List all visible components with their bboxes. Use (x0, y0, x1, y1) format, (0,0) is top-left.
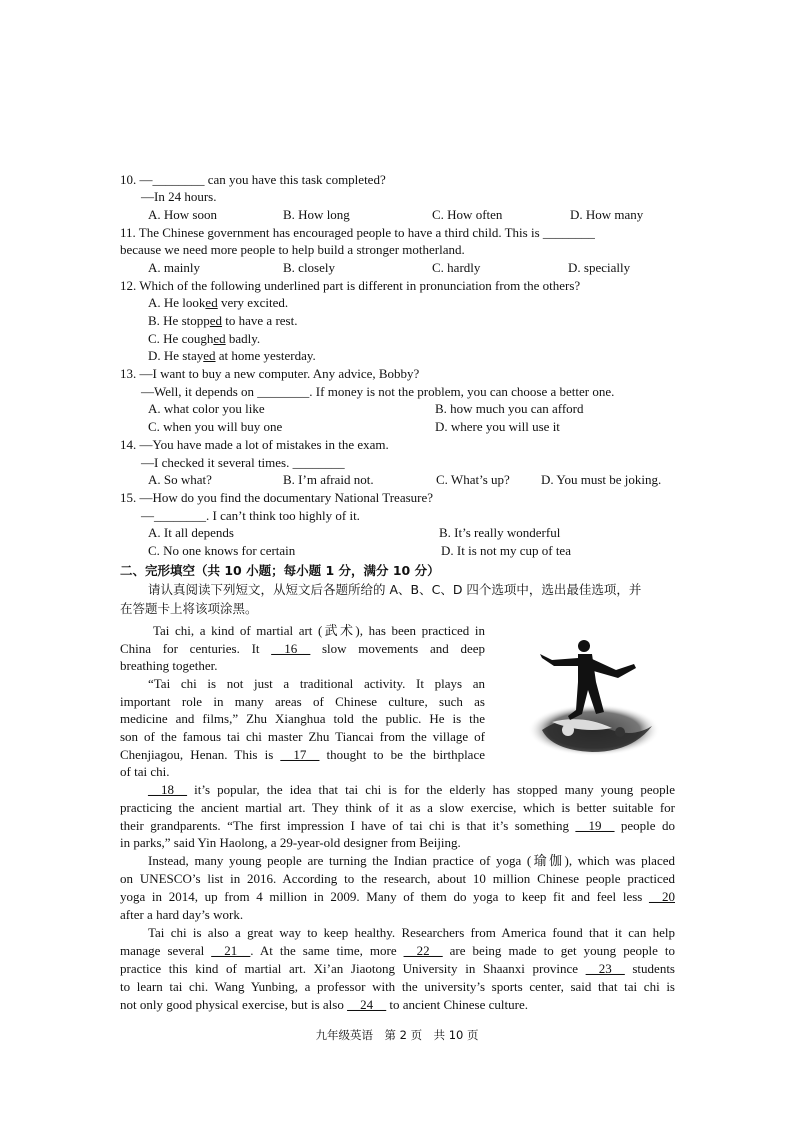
q11-option-a: A. mainly (148, 260, 200, 275)
q15-stem: 15. —How do you find the documentary National Treasure? (120, 490, 434, 505)
passage-p1-line3: breathing together. (120, 658, 218, 673)
q13-option-c: C. when you will buy one (148, 419, 283, 434)
q14-reply: —I checked it several times. ________ (141, 455, 345, 470)
passage-p5-line3: practice this kind of martial art. Xi’an Jiaotong University in Shaanxi province __23__ students (120, 961, 675, 976)
passage-p1-line2: China for centuries. It __16__ slow movements and deep (120, 641, 485, 656)
passage-p3-line3: their grandparents. “The first impression I have of tai chi is that it’s something __19__ people do (120, 818, 676, 833)
q15-reply: —________. I can’t think too highly of it. (141, 508, 360, 523)
passage-p3-line1: __18__ it’s popular, the idea that tai chi is for the elderly has stopped many young people (148, 782, 675, 797)
blank-19: __19__ (575, 818, 615, 833)
blank-18: __18__ (148, 782, 187, 797)
q14-option-c: C. What’s up? (436, 472, 510, 487)
passage-p4-line2: on UNESCO’s list in 2016. According to the research, about 10 million Chinese people practiced (120, 871, 675, 886)
passage-p1-line1: Tai chi, a kind of martial art (武术), has been practiced in (153, 623, 485, 638)
tai-chi-illustration-icon (512, 630, 672, 760)
q10-stem: 10. —________ can you have this task completed? (120, 172, 386, 187)
blank-17: __17__ (280, 747, 320, 762)
q14-stem: 14. —You have made a lot of mistakes in the exam. (120, 437, 389, 452)
q14-option-d: D. You must be joking. (541, 472, 662, 487)
passage-p2-line4: son of the famous tai chi master Zhu Tiancai from the village of (120, 729, 485, 744)
passage-p4-line3: yoga in 2014, up from 4 million in 2009. Many of them do yoga to keep fit and feel less __20 (120, 889, 675, 904)
q13-option-d: D. where you will use it (435, 419, 560, 434)
blank-23: __23__ (585, 961, 625, 976)
section2-instruction-2: 在答题卡上将该项涂黑。 (120, 601, 258, 616)
q15-option-b: B. It’s really wonderful (439, 525, 561, 540)
passage-p5-line1: Tai chi is also a great way to keep healthy. Researchers from America found that it can help (148, 925, 675, 940)
passage-p4-line1: Instead, many young people are turning the Indian practice of yoga (瑜伽), which was placed (148, 853, 675, 868)
q12-option-c: C. He coughed badly. (148, 331, 261, 346)
q10-option-a: A. How soon (148, 207, 217, 222)
q15-option-d: D. It is not my cup of tea (441, 543, 571, 558)
q10-option-b: B. How long (283, 207, 350, 222)
q10-reply: —In 24 hours. (141, 189, 217, 204)
q11-stem-cont: because we need more people to help build a stronger motherland. (120, 242, 465, 257)
passage-p2-line6: of tai chi. (120, 764, 170, 779)
passage-p2-line5: Chenjiagou, Henan. This is __17__ thought to be the birthplace (120, 747, 485, 762)
passage-p5-line4: to learn tai chi. Wang Yunbing, a professor with the university’s sports center, said that tai chi is (120, 979, 675, 994)
blank-21: __21__ (211, 943, 251, 958)
q11-stem: 11. The Chinese government has encouraged people to have a third child. This is ________ (120, 225, 595, 240)
q12-option-b: B. He stopped to have a rest. (148, 313, 298, 328)
q13-option-a: A. what color you like (148, 401, 265, 416)
q15-option-a: A. It all depends (148, 525, 234, 540)
q10-option-d: D. How many (570, 207, 644, 222)
q13-stem: 13. —I want to buy a new computer. Any advice, Bobby? (120, 366, 420, 381)
q10-option-c: C. How often (432, 207, 503, 222)
passage-p5-line5: not only good physical exercise, but is also __24__ to ancient Chinese culture. (120, 997, 528, 1012)
q12-option-d: D. He stayed at home yesterday. (148, 348, 316, 363)
section2-title: 二、完形填空（共 10 小题；每小题 1 分，满分 10 分） (120, 563, 440, 578)
q15-option-c: C. No one knows for certain (148, 543, 296, 558)
blank-16: __16__ (271, 641, 311, 656)
q14-option-b: B. I’m afraid not. (283, 472, 374, 487)
passage-p3-line4: in parks,” said Yin Haolong, a 29-year-old designer from Beijing. (120, 835, 461, 850)
passage-p2-line1: “Tai chi is not just a traditional activity. It plays an (148, 676, 485, 691)
blank-22: __22__ (403, 943, 443, 958)
q11-option-d: D. specially (568, 260, 631, 275)
q14-option-a: A. So what? (148, 472, 212, 487)
q12-option-a: A. He looked very excited. (148, 295, 289, 310)
section2-instruction-1: 请认真阅读下列短文，从短文后各题所给的 A、B、C、D 四个选项中，选出最佳选项，并 (148, 582, 642, 597)
q12-stem: 12. Which of the following underlined part is different in pronunciation from the others? (120, 278, 581, 293)
passage-p5-line2: manage several __21__. At the same time, more __22__ are being made to get young people to (120, 943, 675, 958)
passage-p2-line3: medicine and films,” Zhu Xianghua told the public. He is the (120, 711, 485, 726)
page-footer: 九年级英语 第 2 页 共 10 页 (315, 1028, 479, 1042)
passage-p2-line2: important role in many areas of Chinese culture, such as (120, 694, 485, 709)
blank-24: __24__ (347, 997, 387, 1012)
passage-p4-line4: after a hard day’s work. (120, 907, 244, 922)
q11-option-c: C. hardly (432, 260, 481, 275)
q13-reply: —Well, it depends on ________. If money is not the problem, you can choose a better one. (141, 384, 615, 399)
q13-option-b: B. how much you can afford (435, 401, 584, 416)
blank-20: __20 (649, 889, 675, 904)
passage-p3-line2: practicing the ancient martial art. They think of it as a slow exercise, which is better suitable for (120, 800, 675, 815)
q11-option-b: B. closely (283, 260, 335, 275)
